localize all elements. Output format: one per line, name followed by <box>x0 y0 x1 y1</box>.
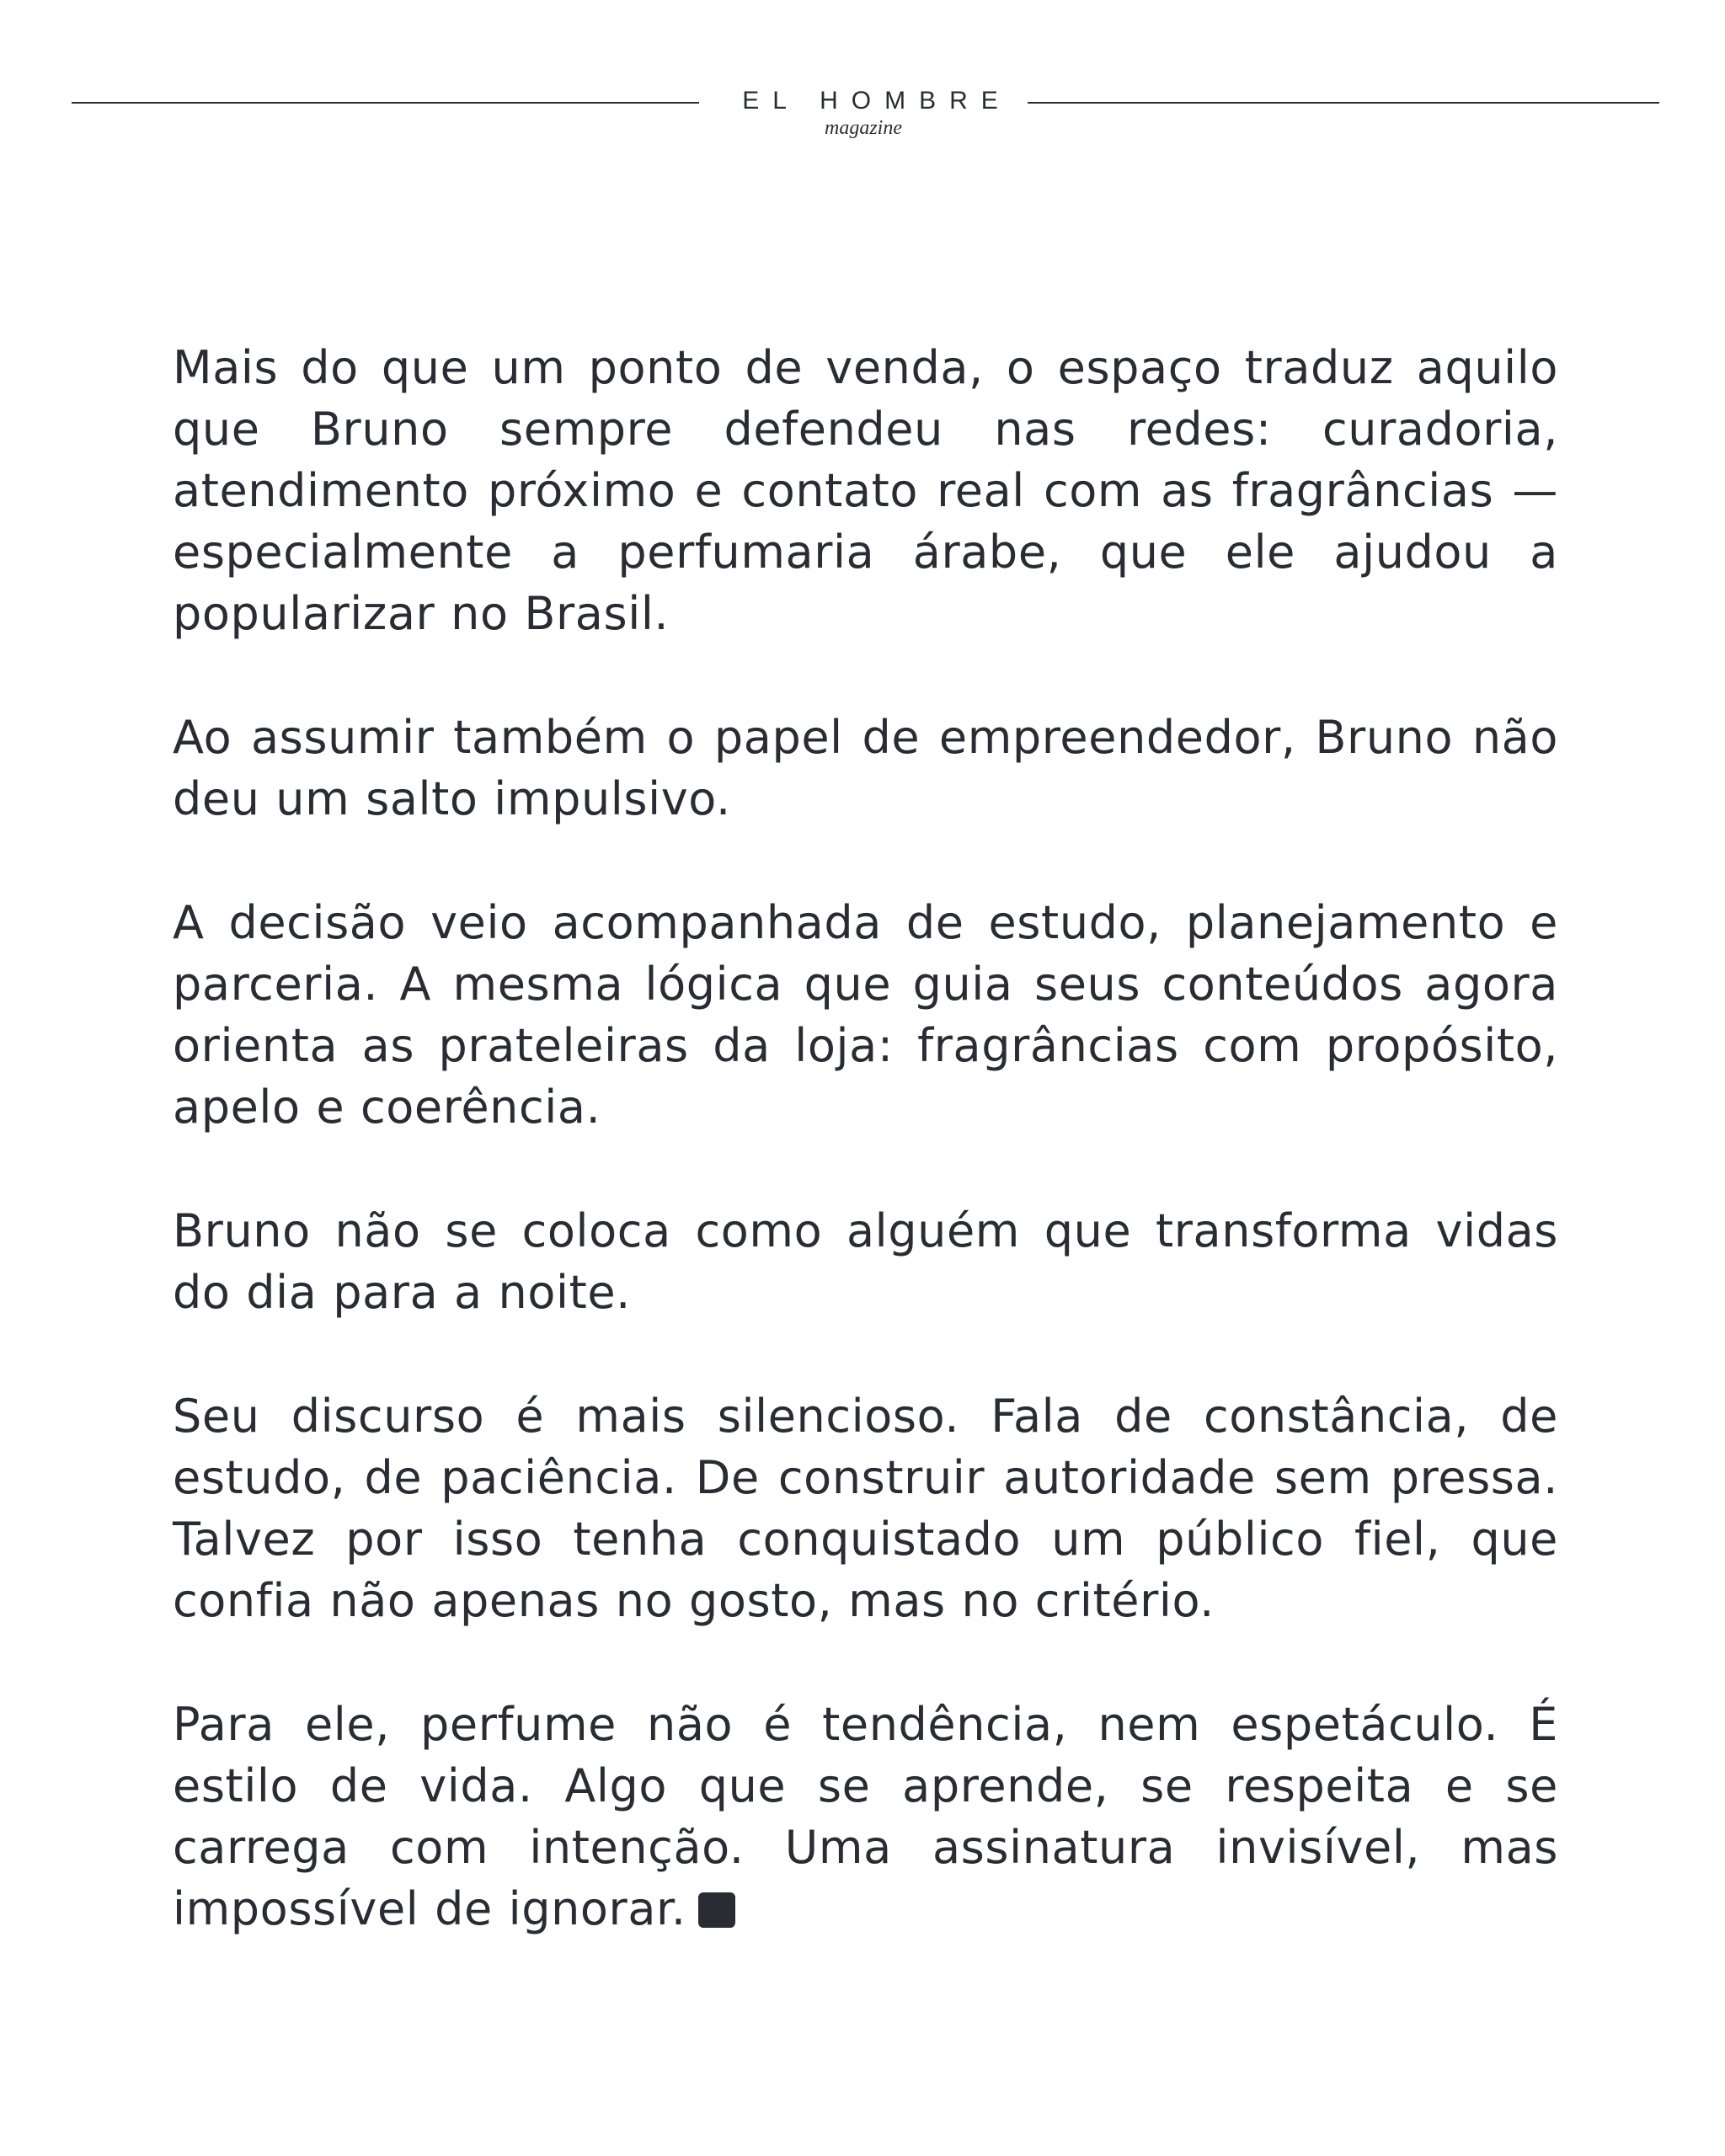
masthead-rule-left <box>72 102 699 104</box>
article-paragraph: A decisão veio acompanhada de estudo, planejamento e parceria. A mesma lógica que guia seus conteúdos agora orienta as prateleiras da loja: fragrâncias com propósito, apelo e coerência. <box>173 896 1558 1134</box>
article-paragraph: Ao assumir também o papel de empreendedor, Bruno não deu um salto impulsivo. <box>173 711 1558 825</box>
masthead <box>0 80 1725 147</box>
article-body <box>173 337 1558 2002</box>
article-paragraph: Bruno não se coloca como alguém que transforma vidas do dia para a noite. <box>173 1204 1558 1319</box>
brand-subtitle: magazine <box>825 117 902 139</box>
article-paragraph-last-text: Para ele, perfume não é tendência, nem espetáculo. É estilo de vida. Algo que se aprende, se respeita e se carrega com intenção. Uma assinatura invisível, mas impossível de ignorar. <box>173 1698 1558 1935</box>
article-paragraph: Seu discurso é mais silencioso. Fala de constância, de estudo, de paciência. De construir autoridade sem pressa. Talvez por isso tenha conquistado um público fiel, que confia não apenas no gosto, mas no critério. <box>173 1390 1558 1627</box>
masthead-rule-right <box>1028 102 1659 104</box>
end-of-article-mark <box>698 1892 735 1928</box>
brand-title: EL HOMBRE <box>742 87 1012 115</box>
article-paragraph: Mais do que um ponto de venda, o espaço traduz aquilo que Bruno sempre defendeu nas redes: curadoria, atendimento próximo e contato real com as fragrâncias — especialmente a perfumaria árabe, que ele ajudou a popularizar no Brasil. <box>173 341 1558 640</box>
article-paragraph-last <box>173 1694 1558 1940</box>
